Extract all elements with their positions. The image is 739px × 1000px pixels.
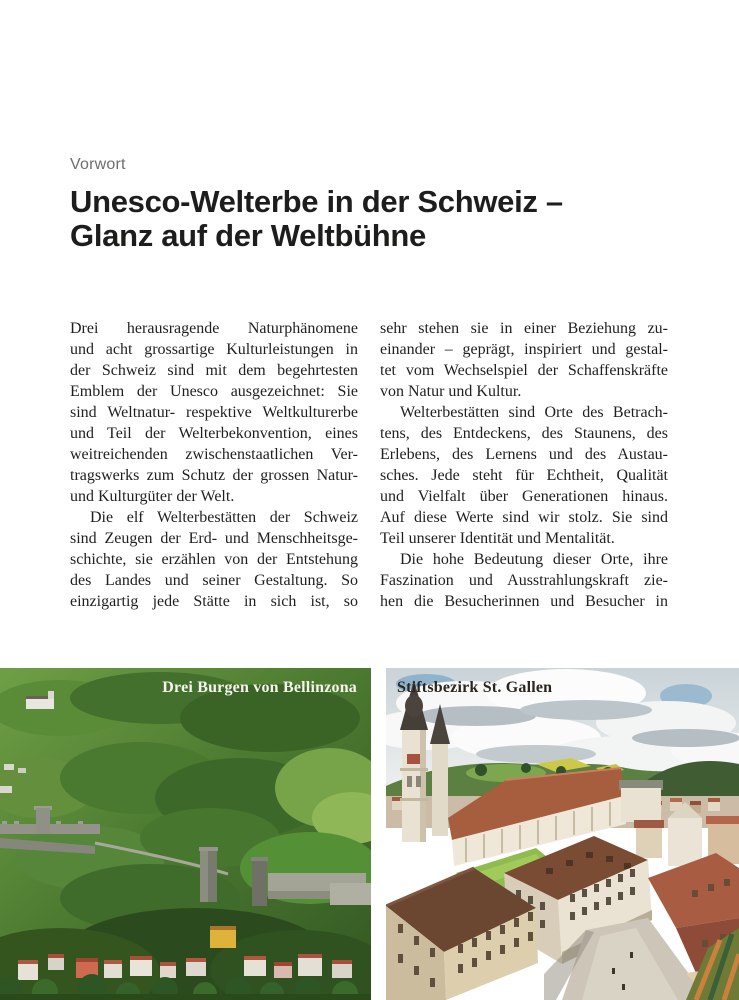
article-column-right <box>380 318 668 612</box>
text-line: tens, des Entdeckens, des Staunens, des <box>380 425 668 442</box>
photo-caption-bellinzona: Drei Burgen von Bellinzona <box>162 679 357 696</box>
text-line: Die elf Welterbestätten der Schweiz <box>90 509 358 526</box>
text-line: und Vielfalt über Generationen hinaus. <box>380 488 668 505</box>
photo-bellinzona <box>0 668 371 1000</box>
text-line: sehr stehen sie in einer Beziehung zu- <box>380 320 668 337</box>
text-line: tet vom Wechselspiel der Schaffenskräfte <box>380 362 668 379</box>
text-line: Erlebens, des Lernens und des Austau- <box>380 446 668 463</box>
text-line: Faszination und Ausstrahlungskraft zie- <box>380 572 668 589</box>
text-line: der Schweiz sind mit dem begehrtesten <box>70 362 358 379</box>
text-line: sind Zeugen der Erd- und Menschheitsge- <box>70 530 358 547</box>
text-line: schichte, sie erzählen von der Entstehung <box>70 551 358 568</box>
text-line: und acht grossartige Kulturleistungen in <box>70 341 358 358</box>
text-line: einander – geprägt, inspiriert und gestal- <box>380 341 668 358</box>
text-line: einzigartig jede Stätte in sich ist, so <box>70 593 358 610</box>
page-title-line2: Glanz auf der Weltbühne <box>70 218 426 253</box>
section-label: Vorwort <box>70 156 126 173</box>
text-line: des Landes und seiner Gestaltung. So <box>70 572 358 589</box>
text-line: Teil unserer Identität und Mentalität. <box>380 530 615 547</box>
text-line: von Natur und Kultur. <box>380 383 522 400</box>
text-line: weitreichenden zwischenstaatlichen Ver- <box>70 446 358 463</box>
text-line: Auf diese Werte sind wir stolz. Sie sind <box>380 509 668 526</box>
photo-st-gallen <box>386 668 739 1000</box>
text-line: und Kulturgüter der Welt. <box>70 488 235 505</box>
article-column-left <box>70 318 358 612</box>
text-line: Drei herausragende Naturphänomene <box>70 320 358 337</box>
page-title-line1: Unesco-Welterbe in der Schweiz – <box>70 184 563 219</box>
article-body <box>70 318 668 612</box>
text-line: Welterbestätten sind Orte des Betrach- <box>400 404 668 421</box>
text-line: sind Weltnatur- respektive Weltkulturerbe <box>70 404 358 421</box>
text-line: hen die Besucherinnen und Besucher in <box>380 593 668 610</box>
text-line: Die hohe Bedeutung dieser Orte, ihre <box>400 551 668 568</box>
bellinzona-illustration <box>0 668 371 1000</box>
text-line: sches. Jede steht für Echtheit, Qualität <box>380 467 668 484</box>
page-title <box>70 185 563 253</box>
st-gallen-illustration <box>386 668 739 1000</box>
text-line: und Teil der Welterbekonvention, eines <box>70 425 358 442</box>
text-line: Emblem der Unesco ausgezeichnet: Sie <box>70 383 358 400</box>
photo-caption-st-gallen: Stiftsbezirk St. Gallen <box>397 679 553 696</box>
text-line: tragswerks zum Schutz der grossen Natur- <box>70 467 358 484</box>
